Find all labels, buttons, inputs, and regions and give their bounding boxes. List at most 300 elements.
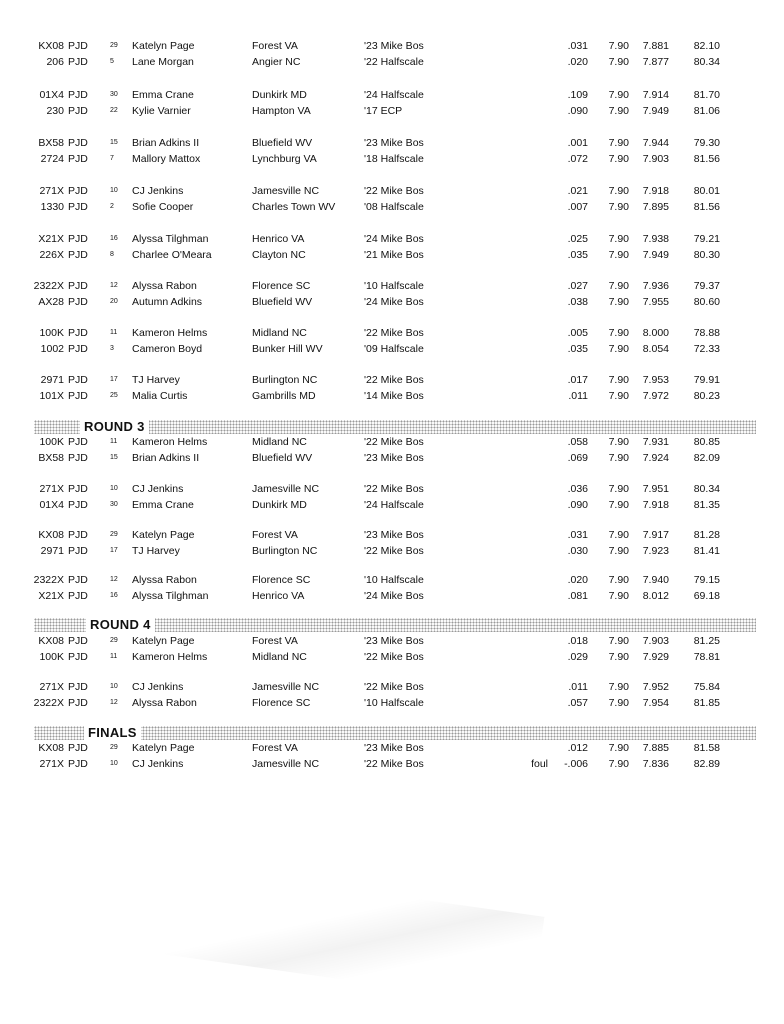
class-code: PJD (68, 374, 88, 386)
class-code: PJD (68, 452, 88, 464)
racer-name: TJ Harvey (132, 374, 180, 386)
elapsed-time: 7.949 (642, 105, 669, 117)
hometown: Burlington NC (252, 374, 318, 386)
chassis: '23 Mike Bos (364, 742, 424, 754)
class-code: PJD (68, 651, 88, 663)
reaction-time: .020 (567, 56, 588, 68)
hometown: Bluefield WV (252, 137, 313, 149)
hometown: Bluefield WV (252, 452, 313, 464)
hometown: Bluefield WV (252, 296, 313, 308)
car-number: 2322X (33, 697, 64, 709)
car-number: 01X4 (39, 89, 64, 101)
car-number: BX58 (38, 452, 64, 464)
entry-number: 3 (110, 345, 114, 352)
entry-number: 25 (110, 392, 118, 399)
speed-mph: 80.34 (693, 483, 720, 495)
racer-name: Alyssa Tilghman (132, 233, 209, 245)
dial-in: 7.90 (608, 105, 629, 117)
hometown: Charles Town WV (252, 201, 336, 213)
race-row (0, 294, 784, 310)
entry-number: 17 (110, 376, 118, 383)
car-number: KX08 (38, 40, 64, 52)
car-number: KX08 (38, 529, 64, 541)
dial-in: 7.90 (608, 758, 629, 770)
reaction-time: .005 (567, 327, 588, 339)
hometown: Hampton VA (252, 105, 311, 117)
reaction-time: .038 (567, 296, 588, 308)
reaction-time: .017 (567, 374, 588, 386)
chassis: '22 Halfscale (364, 56, 424, 68)
speed-mph: 81.28 (693, 529, 720, 541)
race-row (0, 756, 784, 772)
entry-number: 17 (110, 547, 118, 554)
reaction-time: .058 (567, 436, 588, 448)
entry-number: 29 (110, 744, 118, 751)
race-row (0, 135, 784, 151)
car-number: X21X (38, 233, 64, 245)
class-code: PJD (68, 635, 88, 647)
dial-in: 7.90 (608, 452, 629, 464)
car-number: KX08 (38, 635, 64, 647)
elapsed-time: 7.931 (642, 436, 669, 448)
dial-in: 7.90 (608, 574, 629, 586)
chassis: '23 Mike Bos (364, 137, 424, 149)
racer-name: Brian Adkins II (132, 452, 200, 464)
hometown: Jamesville NC (252, 758, 320, 770)
dial-in: 7.90 (608, 201, 629, 213)
elapsed-time: 7.936 (642, 280, 669, 292)
race-pair (0, 372, 784, 404)
speed-mph: 80.01 (693, 185, 720, 197)
speed-mph: 79.21 (693, 233, 720, 245)
round-4-header (34, 618, 756, 632)
car-number: 100K (39, 436, 64, 448)
chassis: '23 Mike Bos (364, 452, 424, 464)
entry-number: 11 (110, 653, 118, 660)
hometown: Forest VA (252, 40, 298, 52)
dial-in: 7.90 (608, 153, 629, 165)
hometown: Burlington NC (252, 545, 318, 557)
reaction-time: .081 (567, 590, 588, 602)
speed-mph: 81.41 (693, 545, 720, 557)
elapsed-time: 7.903 (642, 153, 669, 165)
racer-name: Autumn Adkins (132, 296, 203, 308)
dial-in: 7.90 (608, 651, 629, 663)
entry-number: 11 (110, 438, 118, 445)
hometown: Forest VA (252, 742, 298, 754)
car-number: KX08 (38, 742, 64, 754)
car-number: 100K (39, 327, 64, 339)
elapsed-time: 7.917 (642, 529, 669, 541)
speed-mph: 80.34 (693, 56, 720, 68)
dial-in: 7.90 (608, 635, 629, 647)
elapsed-time: 7.954 (642, 697, 669, 709)
run-note: foul (531, 758, 548, 770)
class-code: PJD (68, 574, 88, 586)
car-number: AX28 (38, 296, 64, 308)
chassis: '22 Mike Bos (364, 374, 424, 386)
reaction-time: .027 (567, 280, 588, 292)
dial-in: 7.90 (608, 697, 629, 709)
class-code: PJD (68, 89, 88, 101)
racer-name: Katelyn Page (132, 742, 195, 754)
race-row (0, 341, 784, 357)
elapsed-time: 7.953 (642, 374, 669, 386)
racer-name: Kameron Helms (132, 651, 208, 663)
hometown: Midland NC (252, 651, 307, 663)
race-pair (0, 633, 784, 665)
car-number: 230 (46, 105, 64, 117)
elapsed-time: 7.929 (642, 651, 669, 663)
round-3-header (34, 420, 756, 434)
car-number: X21X (38, 590, 64, 602)
dial-in: 7.90 (608, 499, 629, 511)
hometown: Midland NC (252, 436, 307, 448)
car-number: 1002 (40, 343, 64, 355)
dial-in: 7.90 (608, 742, 629, 754)
race-pair (0, 87, 784, 119)
dial-in: 7.90 (608, 590, 629, 602)
hometown: Florence SC (252, 574, 311, 586)
speed-mph: 72.33 (693, 343, 720, 355)
dial-in: 7.90 (608, 390, 629, 402)
racer-name: CJ Jenkins (132, 483, 184, 495)
racer-name: Kameron Helms (132, 327, 208, 339)
speed-mph: 81.25 (693, 635, 720, 647)
chassis: '23 Mike Bos (364, 40, 424, 52)
elapsed-time: 8.000 (642, 327, 669, 339)
reaction-time: .001 (567, 137, 588, 149)
hometown: Bunker Hill WV (252, 343, 323, 355)
race-pair (0, 434, 784, 466)
dial-in: 7.90 (608, 137, 629, 149)
dial-in: 7.90 (608, 56, 629, 68)
racer-name: Kameron Helms (132, 436, 208, 448)
class-code: PJD (68, 201, 88, 213)
dial-in: 7.90 (608, 233, 629, 245)
car-number: 2322X (33, 574, 64, 586)
class-code: PJD (68, 742, 88, 754)
chassis: '17 ECP (364, 105, 403, 117)
dial-in: 7.90 (608, 545, 629, 557)
reaction-time: .072 (567, 153, 588, 165)
class-code: PJD (68, 56, 88, 68)
speed-mph: 75.84 (693, 681, 720, 693)
race-row (0, 633, 784, 649)
racer-name: CJ Jenkins (132, 681, 184, 693)
reaction-time: .025 (567, 233, 588, 245)
elapsed-time: 7.923 (642, 545, 669, 557)
race-row (0, 247, 784, 263)
chassis: '24 Halfscale (364, 89, 424, 101)
entry-number: 10 (110, 187, 118, 194)
chassis: '09 Halfscale (364, 343, 424, 355)
class-code: PJD (68, 529, 88, 541)
class-code: PJD (68, 681, 88, 693)
race-pair (0, 481, 784, 513)
entry-number: 20 (110, 298, 118, 305)
dial-in: 7.90 (608, 249, 629, 261)
car-number: 206 (46, 56, 64, 68)
race-pair (0, 135, 784, 167)
speed-mph: 81.56 (693, 201, 720, 213)
reaction-time: .018 (567, 635, 588, 647)
race-pair (0, 527, 784, 559)
dial-in: 7.90 (608, 374, 629, 386)
reaction-time: .011 (568, 681, 588, 693)
entry-number: 11 (110, 329, 118, 336)
reaction-time: .090 (567, 499, 588, 511)
elapsed-time: 7.903 (642, 635, 669, 647)
reaction-time: .012 (567, 742, 588, 754)
race-row (0, 481, 784, 497)
elapsed-time: 7.918 (642, 185, 669, 197)
race-row (0, 54, 784, 70)
elapsed-time: 7.918 (642, 499, 669, 511)
speed-mph: 69.18 (693, 590, 720, 602)
speed-mph: 81.06 (693, 105, 720, 117)
entry-number: 30 (110, 91, 118, 98)
race-pair (0, 740, 784, 772)
chassis: '22 Mike Bos (364, 327, 424, 339)
class-code: PJD (68, 280, 88, 292)
chassis: '24 Halfscale (364, 499, 424, 511)
racer-name: Kylie Varnier (132, 105, 191, 117)
race-row (0, 38, 784, 54)
speed-mph: 78.81 (693, 651, 720, 663)
car-number: 271X (39, 483, 64, 495)
racer-name: Sofie Cooper (132, 201, 194, 213)
chassis: '24 Mike Bos (364, 590, 424, 602)
racer-name: Mallory Mattox (132, 153, 201, 165)
hometown: Henrico VA (252, 590, 305, 602)
elapsed-time: 7.944 (642, 137, 669, 149)
racer-name: Alyssa Rabon (132, 697, 197, 709)
car-number: BX58 (38, 137, 64, 149)
chassis: '22 Mike Bos (364, 185, 424, 197)
reaction-time: .090 (567, 105, 588, 117)
entry-number: 8 (110, 251, 114, 258)
race-row (0, 740, 784, 756)
race-row (0, 588, 784, 604)
race-row (0, 695, 784, 711)
entry-number: 29 (110, 42, 118, 49)
entry-number: 5 (110, 58, 114, 65)
racer-name: Brian Adkins II (132, 137, 200, 149)
chassis: '23 Mike Bos (364, 635, 424, 647)
dial-in: 7.90 (608, 327, 629, 339)
dial-in: 7.90 (608, 296, 629, 308)
car-number: 100K (39, 651, 64, 663)
speed-mph: 79.30 (693, 137, 720, 149)
race-row (0, 450, 784, 466)
racer-name: Katelyn Page (132, 40, 195, 52)
car-number: 271X (39, 185, 64, 197)
race-pair (0, 679, 784, 711)
race-row (0, 325, 784, 341)
chassis: '14 Mike Bos (364, 390, 424, 402)
hometown: Dunkirk MD (252, 89, 307, 101)
reaction-time: .030 (567, 545, 588, 557)
hometown: Henrico VA (252, 233, 305, 245)
elapsed-time: 7.914 (642, 89, 669, 101)
racer-name: CJ Jenkins (132, 185, 184, 197)
elapsed-time: 8.012 (642, 590, 669, 602)
car-number: 1330 (40, 201, 64, 213)
entry-number: 15 (110, 454, 118, 461)
racer-name: CJ Jenkins (132, 758, 184, 770)
race-row (0, 649, 784, 665)
chassis: '10 Halfscale (364, 697, 424, 709)
class-code: PJD (68, 40, 88, 52)
entry-number: 10 (110, 683, 118, 690)
elapsed-time: 7.885 (642, 742, 669, 754)
class-code: PJD (68, 185, 88, 197)
speed-mph: 79.37 (693, 280, 720, 292)
chassis: '21 Mike Bos (364, 249, 424, 261)
entry-number: 16 (110, 235, 118, 242)
elapsed-time: 7.952 (642, 681, 669, 693)
racer-name: Alyssa Tilghman (132, 590, 209, 602)
entry-number: 16 (110, 592, 118, 599)
racer-name: Cameron Boyd (132, 343, 203, 355)
racer-name: Alyssa Rabon (132, 574, 197, 586)
entry-number: 12 (110, 699, 118, 706)
race-row (0, 278, 784, 294)
chassis: '24 Mike Bos (364, 233, 424, 245)
hometown: Angier NC (252, 56, 301, 68)
race-row (0, 183, 784, 199)
chassis: '22 Mike Bos (364, 436, 424, 448)
reaction-time: .035 (567, 249, 588, 261)
class-code: PJD (68, 590, 88, 602)
racer-name: TJ Harvey (132, 545, 180, 557)
class-code: PJD (68, 758, 88, 770)
class-code: PJD (68, 545, 88, 557)
class-code: PJD (68, 343, 88, 355)
class-code: PJD (68, 105, 88, 117)
dial-in: 7.90 (608, 89, 629, 101)
car-number: 226X (39, 249, 64, 261)
race-row (0, 151, 784, 167)
entry-number: 15 (110, 139, 118, 146)
reaction-time: .031 (567, 529, 588, 541)
entry-number: 30 (110, 501, 118, 508)
racer-name: Emma Crane (132, 89, 194, 101)
class-code: PJD (68, 137, 88, 149)
reaction-time: .011 (568, 390, 588, 402)
speed-mph: 82.09 (693, 452, 720, 464)
chassis: '23 Mike Bos (364, 529, 424, 541)
hometown: Jamesville NC (252, 681, 320, 693)
reaction-time: .057 (567, 697, 588, 709)
entry-number: 12 (110, 576, 118, 583)
speed-mph: 79.15 (693, 574, 720, 586)
racer-name: Lane Morgan (132, 56, 194, 68)
race-row (0, 543, 784, 559)
entry-number: 10 (110, 485, 118, 492)
entry-number: 29 (110, 637, 118, 644)
hometown: Forest VA (252, 529, 298, 541)
race-pair (0, 183, 784, 215)
racer-name: Malia Curtis (132, 390, 188, 402)
car-number: 2322X (33, 280, 64, 292)
entry-number: 22 (110, 107, 118, 114)
class-code: PJD (68, 390, 88, 402)
class-code: PJD (68, 327, 88, 339)
race-row (0, 199, 784, 215)
reaction-time: .031 (567, 40, 588, 52)
elapsed-time: 7.940 (642, 574, 669, 586)
reaction-time: .069 (567, 452, 588, 464)
hometown: Lynchburg VA (252, 153, 317, 165)
chassis: '22 Mike Bos (364, 545, 424, 557)
speed-mph: 80.85 (693, 436, 720, 448)
class-code: PJD (68, 697, 88, 709)
elapsed-time: 8.054 (642, 343, 669, 355)
car-number: 01X4 (39, 499, 64, 511)
entry-number: 29 (110, 531, 118, 538)
chassis: '22 Mike Bos (364, 758, 424, 770)
race-row (0, 372, 784, 388)
chassis: '22 Mike Bos (364, 483, 424, 495)
hometown: Clayton NC (252, 249, 306, 261)
reaction-time: .035 (567, 343, 588, 355)
hometown: Jamesville NC (252, 483, 320, 495)
class-code: PJD (68, 483, 88, 495)
racer-name: Emma Crane (132, 499, 194, 511)
elapsed-time: 7.836 (642, 758, 669, 770)
hometown: Forest VA (252, 635, 298, 647)
class-code: PJD (68, 233, 88, 245)
entry-number: 10 (110, 760, 118, 767)
race-row (0, 527, 784, 543)
race-row (0, 497, 784, 513)
car-number: 2724 (40, 153, 64, 165)
reaction-time: .021 (567, 185, 588, 197)
dial-in: 7.90 (608, 483, 629, 495)
hometown: Midland NC (252, 327, 307, 339)
dial-in: 7.90 (608, 343, 629, 355)
chassis: '10 Halfscale (364, 574, 424, 586)
entry-number: 2 (110, 203, 114, 210)
race-pair (0, 325, 784, 357)
entry-number: 12 (110, 282, 118, 289)
dial-in: 7.90 (608, 185, 629, 197)
speed-mph: 78.88 (693, 327, 720, 339)
elapsed-time: 7.972 (642, 390, 669, 402)
speed-mph: 81.85 (693, 697, 720, 709)
racer-name: Katelyn Page (132, 635, 195, 647)
class-code: PJD (68, 499, 88, 511)
speed-mph: 81.56 (693, 153, 720, 165)
speed-mph: 82.10 (693, 40, 720, 52)
speed-mph: 81.58 (693, 742, 720, 754)
speed-mph: 79.91 (693, 374, 720, 386)
race-pair (0, 572, 784, 604)
elapsed-time: 7.877 (642, 56, 669, 68)
speed-mph: 80.60 (693, 296, 720, 308)
reaction-time: .007 (567, 201, 588, 213)
speed-mph: 80.23 (693, 390, 720, 402)
racer-name: Alyssa Rabon (132, 280, 197, 292)
race-row (0, 103, 784, 119)
elapsed-time: 7.881 (642, 40, 669, 52)
reaction-time: .109 (567, 89, 588, 101)
dial-in: 7.90 (608, 40, 629, 52)
speed-mph: 80.30 (693, 249, 720, 261)
hometown: Florence SC (252, 280, 311, 292)
